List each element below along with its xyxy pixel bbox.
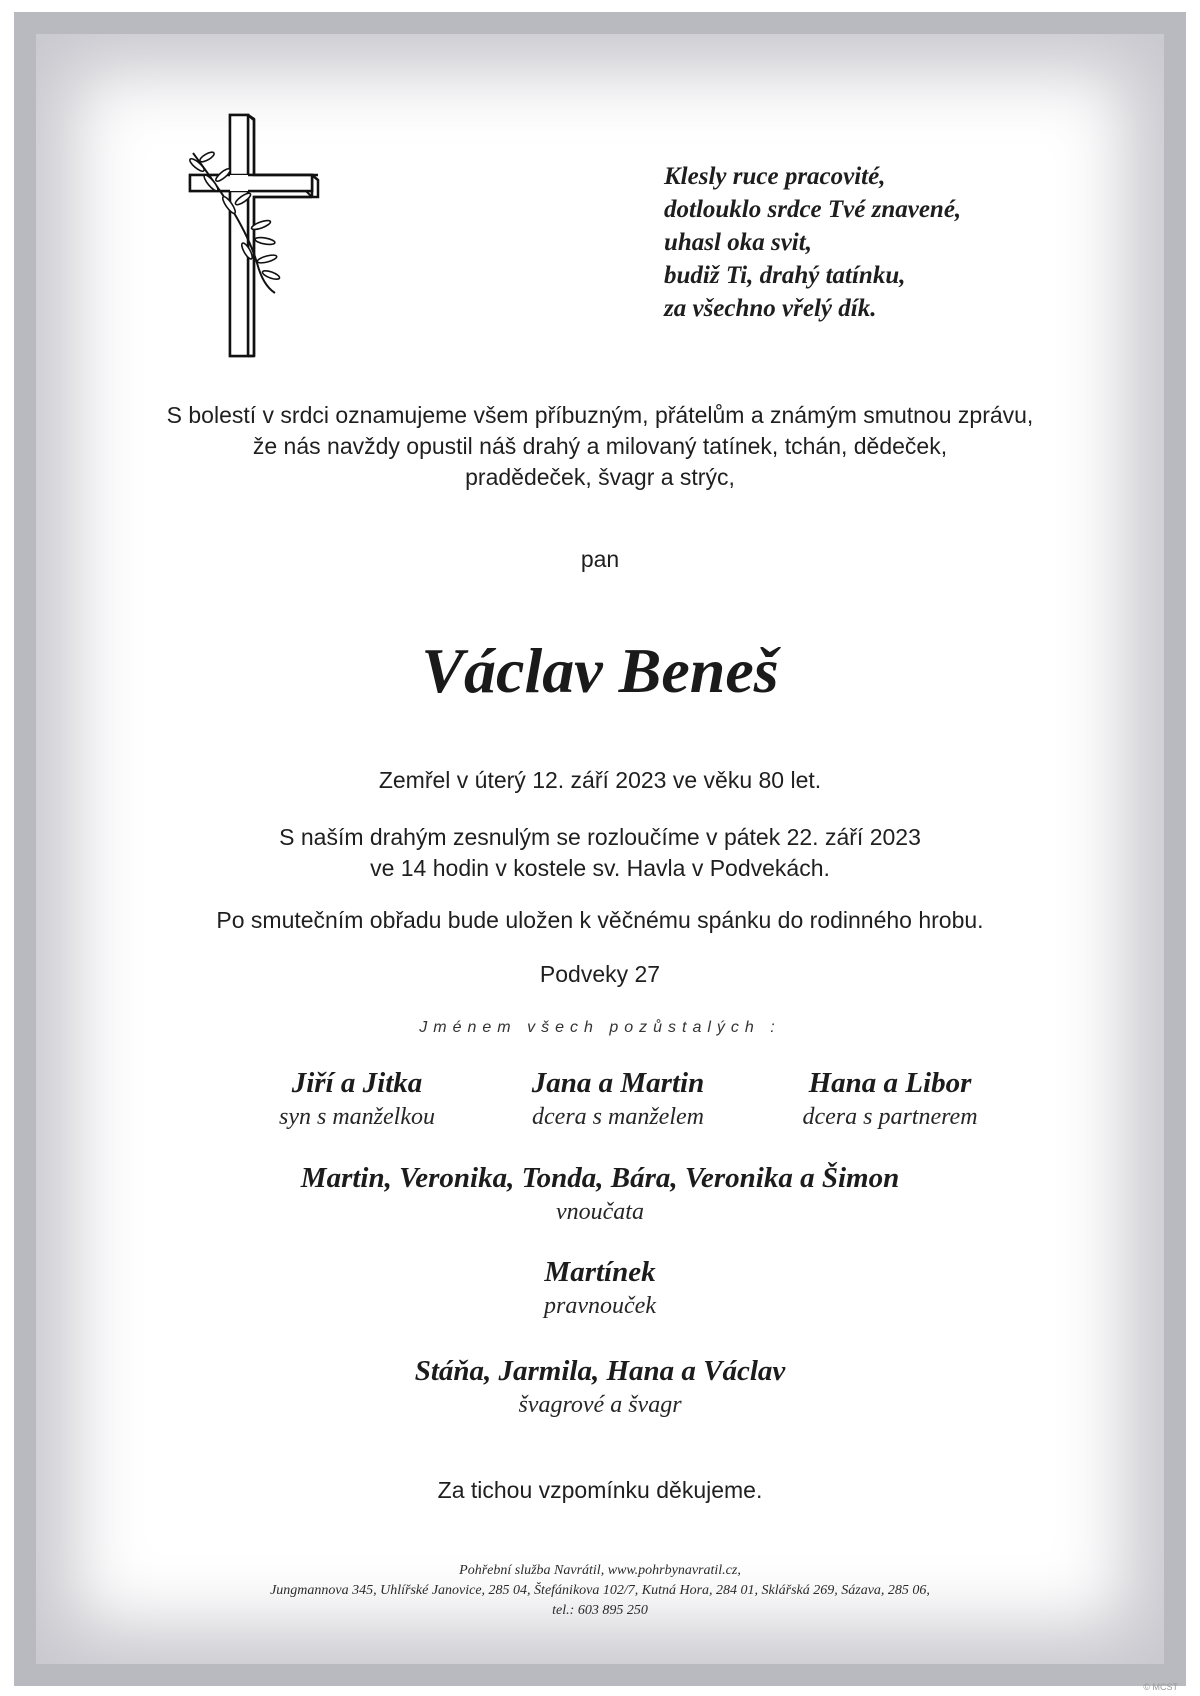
footer-line: Jungmannova 345, Uhlířské Janovice, 285 04, Štefánikova 102/7, Kutná Hora, 284 01, Sklářská 269, Sázava, 285 06, bbox=[270, 1583, 930, 1598]
announcement-text bbox=[0, 400, 1200, 493]
footer-line: tel.: 603 895 250 bbox=[552, 1603, 648, 1618]
family-relation: syn s manželkou bbox=[279, 1104, 435, 1130]
family-names: Jiří a Jitka bbox=[291, 1067, 423, 1099]
family-group bbox=[760, 1065, 1020, 1133]
deceased-name: Václav Beneš bbox=[421, 635, 779, 706]
poem-verse bbox=[664, 160, 1084, 325]
poem-line: uhasl oka svit, bbox=[664, 229, 812, 256]
family-group bbox=[227, 1065, 487, 1133]
footer-line: Pohřební služba Navrátil, www.pohrbynavratil.cz, bbox=[459, 1563, 741, 1578]
farewell-line: S naším drahým zesnulým se rozloučíme v pátek 22. září 2023 bbox=[279, 824, 921, 850]
in-laws-names: Stáňa, Jarmila, Hana a Václav bbox=[414, 1355, 786, 1387]
on-behalf-heading: Jménem všech pozůstalých : bbox=[419, 1019, 781, 1036]
great-grandchildren-group bbox=[0, 1254, 1200, 1322]
grandchildren-relation: vnoučata bbox=[556, 1199, 644, 1225]
announcement-line: že nás navždy opustil náš drahý a milovaný tatínek, tchán, dědeček, bbox=[252, 433, 948, 459]
in-laws-group bbox=[0, 1353, 1200, 1421]
grandchildren-names: Martin, Veronika, Tonda, Bára, Veronika a Šimon bbox=[300, 1162, 900, 1194]
farewell-info bbox=[0, 822, 1200, 884]
family-relation: dcera s partnerem bbox=[802, 1104, 978, 1130]
poem-line: dotlouklo srdce Tvé znavené, bbox=[664, 196, 962, 223]
funeral-service-footer bbox=[0, 1561, 1200, 1621]
farewell-line: ve 14 hodin v kostele sv. Havla v Podvekách. bbox=[370, 855, 830, 881]
thanks-text: Za tichou vzpomínku děkujeme. bbox=[437, 1477, 763, 1503]
family-group bbox=[488, 1065, 748, 1133]
announcement-line: S bolestí v srdci oznamujeme všem příbuzným, přátelům a známým smutnou zprávu, bbox=[166, 402, 1034, 428]
family-address: Podveky 27 bbox=[539, 961, 661, 987]
announcement-line: pradědeček, švagr a strýc, bbox=[465, 464, 735, 490]
poem-line: za všechno vřelý dík. bbox=[664, 295, 877, 322]
death-info: Zemřel v úterý 12. září 2023 ve věku 80 let. bbox=[378, 767, 822, 793]
great-grandchildren-names: Martínek bbox=[544, 1256, 656, 1288]
great-grandchildren-relation: pravnouček bbox=[544, 1293, 656, 1319]
family-names: Jana a Martin bbox=[531, 1067, 705, 1099]
burial-info: Po smutečním obřadu bude uložen k věčnému spánku do rodinného hrobu. bbox=[216, 907, 984, 933]
in-laws-relation: švagrové a švagr bbox=[518, 1392, 682, 1418]
family-relation: dcera s manželem bbox=[532, 1104, 704, 1130]
cross-with-branch-icon bbox=[185, 113, 325, 358]
poem-line: Klesly ruce pracovité, bbox=[664, 163, 886, 190]
family-names: Hana a Libor bbox=[808, 1067, 972, 1099]
corner-mark: © MCST bbox=[1143, 1682, 1178, 1692]
grandchildren-group bbox=[0, 1160, 1200, 1228]
poem-line: budiž Ti, drahý tatínku, bbox=[664, 262, 906, 289]
salutation: pan bbox=[580, 546, 620, 572]
